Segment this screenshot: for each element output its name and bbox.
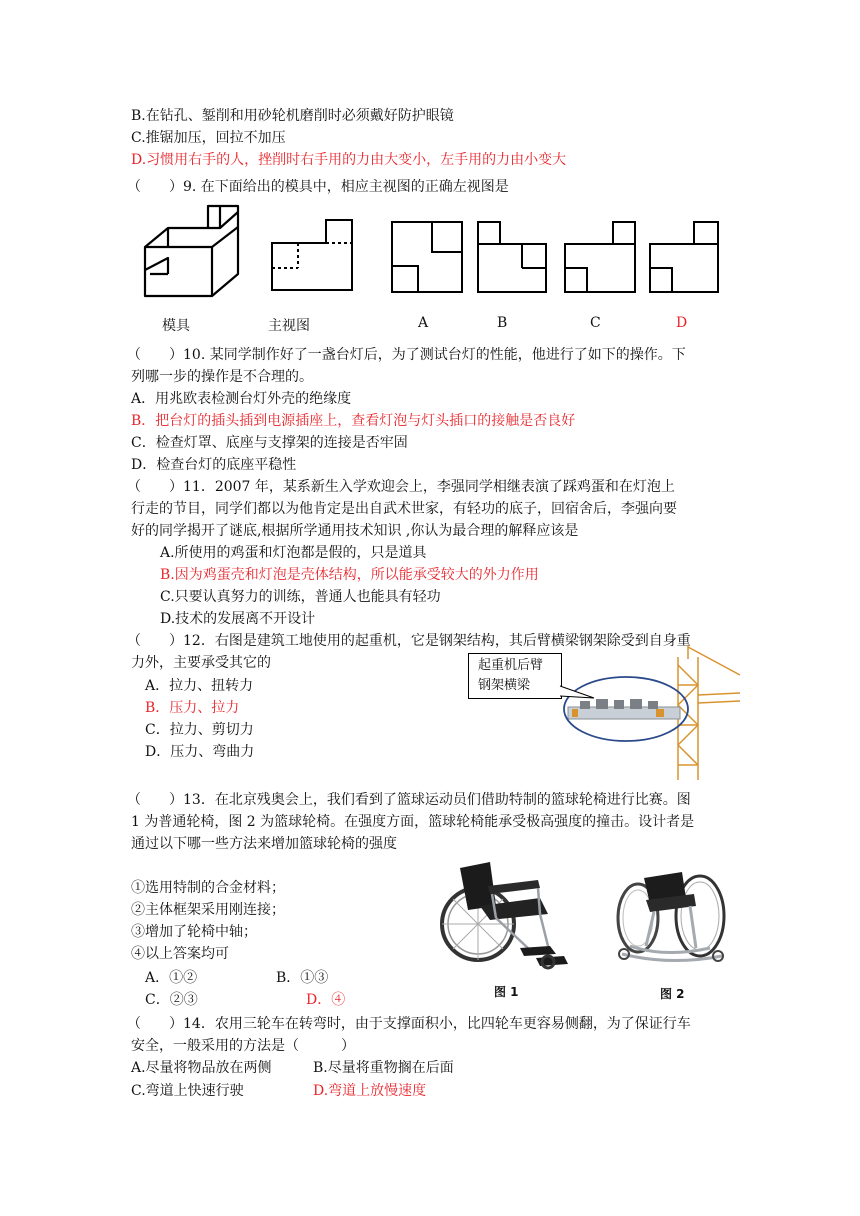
q10-stem-line1: （ ）10. 某同学制作好了一盏台灯后，为了测试台灯的性能，他进行了如下的操作。下	[127, 347, 686, 363]
option-d-figure	[648, 220, 723, 295]
q11-option-b-answer: B.因为鸡蛋壳和灯泡是壳体结构，所以能承受较大的外力作用	[160, 567, 539, 583]
q13-option-a: A．①②	[145, 970, 198, 986]
label-option-b: B	[497, 315, 508, 331]
q14-option-a: A.尽量将物品放在两侧	[131, 1060, 272, 1076]
q13-stem-line2: 1 为普通轮椅，图 2 为篮球轮椅。在强度方面，篮球轮椅能承受极高强度的撞击。设计者是	[131, 814, 695, 830]
q14-option-b: B.尽量将重物搁在后面	[313, 1060, 454, 1076]
q8-option-c: C.推锯加压，回拉不加压	[131, 130, 286, 146]
q10-option-a: A．用兆欧表检测台灯外壳的绝缘度	[131, 391, 352, 407]
q13-item4: ④以上答案均可	[131, 946, 229, 962]
q13-stem-line1: （ ）13．在北京残奥会上，我们看到了篮球运动员们借助特制的篮球轮椅进行比赛。图	[127, 792, 691, 808]
q12-stem-line1: （ ）12．右图是建筑工地使用的起重机，它是钢架结构，其后臂横梁钢架除受到自身重	[127, 633, 691, 649]
q11-option-c: C.只要认真努力的训练，普通人也能具有轻功	[160, 589, 441, 605]
q12-stem-line2: 力外，主要承受其它的	[131, 655, 271, 671]
option-b-figure	[476, 220, 551, 295]
q10-option-c: C．检查灯罩、底座与支撑架的连接是否牢固	[131, 435, 408, 451]
q11-stem-line2: 行走的节目，同学们都以为他肯定是出自武术世家，有轻功的底子，回宿舍后，李强向要	[131, 501, 677, 517]
q8-option-d-answer: D.习惯用右手的人，挫削时右手用的力由大变小，左手用的力由小变大	[131, 152, 567, 168]
q14-stem-line1: （ ）14．农用三轮车在转弯时，由于支撑面积小，比四轮车更容易侧翻，为了保证行车	[127, 1016, 691, 1032]
q8-option-b: B.在钻孔、錾削和用砂轮机磨削时必须戴好防护眼镜	[131, 108, 454, 124]
figure-2-caption: 图 2	[660, 987, 685, 1001]
option-a-figure	[390, 220, 465, 295]
q13-option-b: B．①③	[276, 970, 329, 986]
figure-1-caption: 图 1	[494, 985, 519, 999]
q12-option-d: D．压力、弯曲力	[145, 744, 255, 760]
q11-stem-line3: 好的同学揭开了谜底,根据所学通用技术知识 ,你认为最合理的解释应该是	[131, 523, 579, 539]
q9-stem: （ ）9. 在下面给出的模具中，相应主视图的正确左视图是	[127, 179, 509, 195]
q10-option-d: D．检查台灯的底座平稳性	[131, 457, 297, 473]
q10-stem-line2: 列哪一步的操作是不合理的。	[131, 369, 313, 385]
q13-item3: ③增加了轮椅中轴；	[131, 924, 257, 940]
q11-option-a: A.所使用的鸡蛋和灯泡都是假的，只是道具	[160, 545, 427, 561]
ordinary-wheelchair-image	[440, 858, 570, 970]
main-view-figure	[270, 218, 360, 293]
q13-item1: ①选用特制的合金材料；	[131, 880, 285, 896]
q14-stem-line2: 安全，一般采用的方法是（ ）	[131, 1038, 355, 1054]
q12-option-b-answer: B．压力、拉力	[145, 700, 240, 716]
option-c-figure	[563, 220, 638, 295]
label-mold: 模具	[162, 318, 190, 334]
label-option-a: A	[418, 315, 429, 331]
q12-option-c: C．拉力、剪切力	[145, 722, 254, 738]
q10-option-b-answer: B．把台灯的插头插到电源插座上，查看灯泡与灯头插口的接触是否良好	[131, 413, 576, 429]
crane-callout-line2: 钢架横梁	[478, 678, 531, 693]
crane-callout-line1: 起重机后臂	[478, 658, 544, 673]
label-option-d-answer: D	[676, 315, 688, 331]
q12-option-a: A．拉力、扭转力	[145, 678, 254, 694]
q11-option-d: D.技术的发展离不开设计	[160, 611, 316, 627]
basketball-wheelchair-image	[610, 858, 730, 970]
callout-pointer	[558, 680, 598, 700]
q14-option-c: C.弯道上快速行驶	[131, 1083, 244, 1099]
q14-option-d-answer: D.弯道上放慢速度	[313, 1083, 427, 1099]
q13-option-c: C．②③	[145, 992, 198, 1008]
q13-item2: ②主体框架采用刚连接；	[131, 902, 285, 918]
label-main-view: 主视图	[268, 318, 310, 334]
label-option-c: C	[590, 315, 601, 331]
mold-isometric-figure	[140, 200, 250, 300]
q13-stem-line3: 通过以下哪一些方法来增加篮球轮椅的强度	[131, 836, 397, 852]
crane-image	[560, 645, 740, 780]
q13-option-d-answer: D．④	[306, 992, 346, 1008]
q11-stem-line1: （ ）11．2007 年，某系新生入学欢迎会上，李强同学相继表演了踩鸡蛋和在灯泡上	[127, 479, 675, 495]
